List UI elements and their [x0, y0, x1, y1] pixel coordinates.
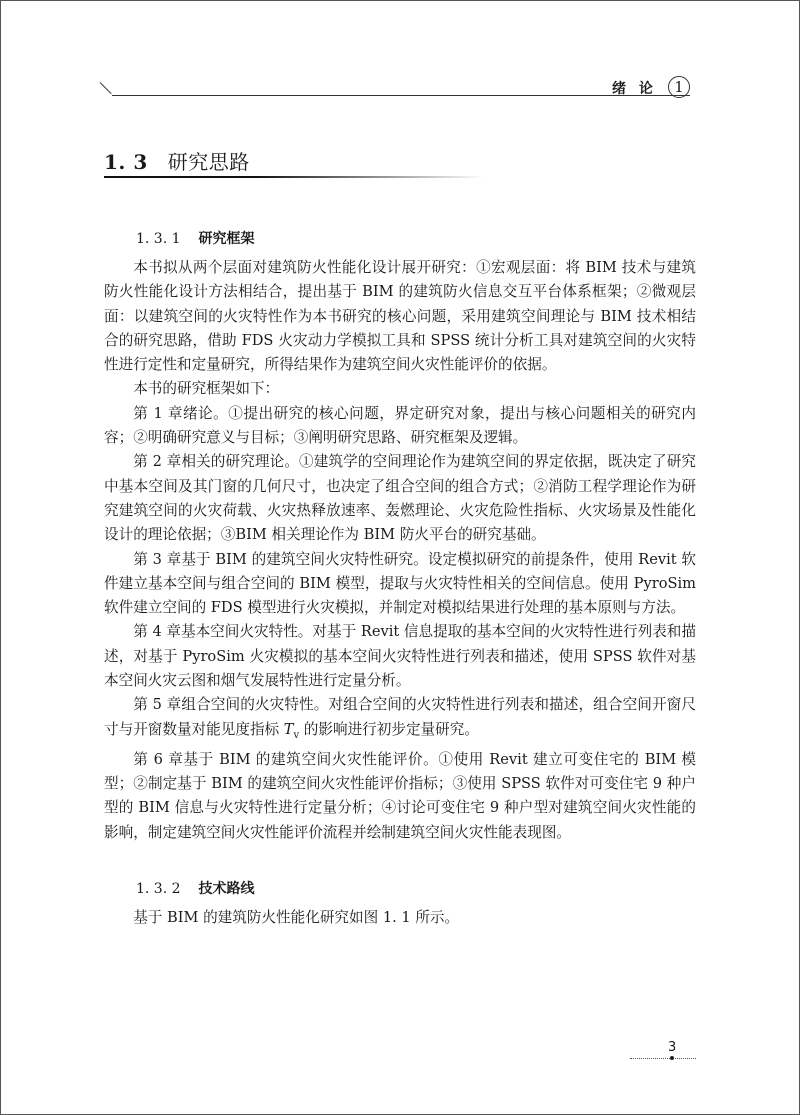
chapter-number-badge: 1 — [668, 76, 690, 98]
visibility-symbol: T — [283, 720, 294, 738]
running-header-title: 绪 论 — [612, 81, 657, 97]
subsection-number: 1. 3. 2 — [136, 881, 181, 897]
section-heading — [104, 146, 250, 175]
paragraph: 第 6 章基于 BIM 的建筑空间火灾性能评价。①使用 Revit 建立可变住宅的 BIM 模型；②制定基于 BIM 的建筑空间火灾性能评价指标；③使用 SPSS 软件对可变住宅 9 种户型的 BIM 信息与火灾特性进行定量分析；④讨论可变住宅 9 种户型对建筑空间火灾性能的影响，制定建筑空间火灾性能评价流程并绘制建筑空间火灾性能表现图。 — [104, 750, 696, 841]
paragraph: 本书的研究框架如下： — [133, 380, 280, 398]
paragraph: 第 1 章绪论。①提出研究的核心问题，界定研究对象，提出与核心问题相关的研究内容；②明确研究意义与目标；③阐明研究思路、研究框架及逻辑。 — [104, 404, 696, 447]
footer-dot — [670, 1056, 674, 1060]
body-text-framework — [104, 256, 696, 845]
footer-rule — [630, 1058, 696, 1059]
subsection-title: 技术路线 — [198, 881, 255, 897]
section-title: 研究思路 — [167, 150, 250, 174]
visibility-subscript: v — [293, 729, 300, 741]
subsection-heading-2 — [136, 878, 255, 898]
page-number: 3 — [668, 1040, 677, 1055]
paragraph: 第 2 章相关的研究理论。①建筑学的空间理论作为建筑空间的界定依据，既决定了研究中基本空间及其门窗的几何尺寸，也决定了组合空间的组合方式；②消防工程学理论作为研究建筑空间的火灾荷载、火灾热释放速率、轰燃理论、火灾危险性指标、火灾场景及性能化设计的理论依据；③BIM 相关理论作为 BIM 防火平台的研究基础。 — [104, 453, 696, 544]
paragraph-ch5 — [104, 693, 696, 748]
subsection-number: 1. 3. 1 — [136, 231, 181, 247]
subsection-title: 研究框架 — [198, 231, 255, 247]
section-number: 1. 3 — [104, 150, 148, 174]
header-rule — [112, 95, 690, 96]
subsection-heading-1 — [136, 228, 255, 248]
paragraph: 第 4 章基本空间火灾特性。对基于 Revit 信息提取的基本空间的火灾特性进行列表和描述，对基于 PyroSim 火灾模拟的基本空间火灾特性进行列表和描述，使用 SPSS 软件对基本空间火灾云图和烟气发展特性进行定量分析。 — [104, 623, 696, 690]
paragraph: 基于 BIM 的建筑防火性能化研究如图 1. 1 所示。 — [133, 909, 460, 926]
paragraph: 本书拟从两个层面对建筑防火性能化设计展开研究：①宏观层面：将 BIM 技术与建筑防火性能化设计方法相结合，提出基于 BIM 的建筑防火信息交互平台体系框架；②微观层面：以建筑空间的火灾特性作为本书研究的核心问题，采用建筑空间理论与 BIM 技术相结合的研究思路，借助 FDS 火灾动力学模拟工具和 SPSS 统计分析工具对建筑空间的火灾特性进行定性和定量研究，所得结果作为建筑空间火灾性能评价的依据。 — [104, 259, 696, 374]
body-text-route — [104, 906, 696, 930]
paragraph-text: 的影响进行初步定量研究。 — [299, 720, 479, 738]
paragraph: 第 3 章基于 BIM 的建筑空间火灾特性研究。设定模拟研究的前提条件，使用 Revit 软件建立基本空间与组合空间的 BIM 模型，提取与火灾特性相关的空间信息。使用 PyroSim软件建立空间的 FDS 模型进行火灾模拟，并制定对模拟结果进行处理的基本原则与方法。 — [104, 550, 696, 617]
section-rule — [104, 176, 484, 178]
paragraph-text: 第 5 章组合空间的火灾特性。对组合空间的火灾特性进行列表和描述，组合空间开窗尺寸与开窗数量对能见度指标 — [104, 696, 696, 738]
